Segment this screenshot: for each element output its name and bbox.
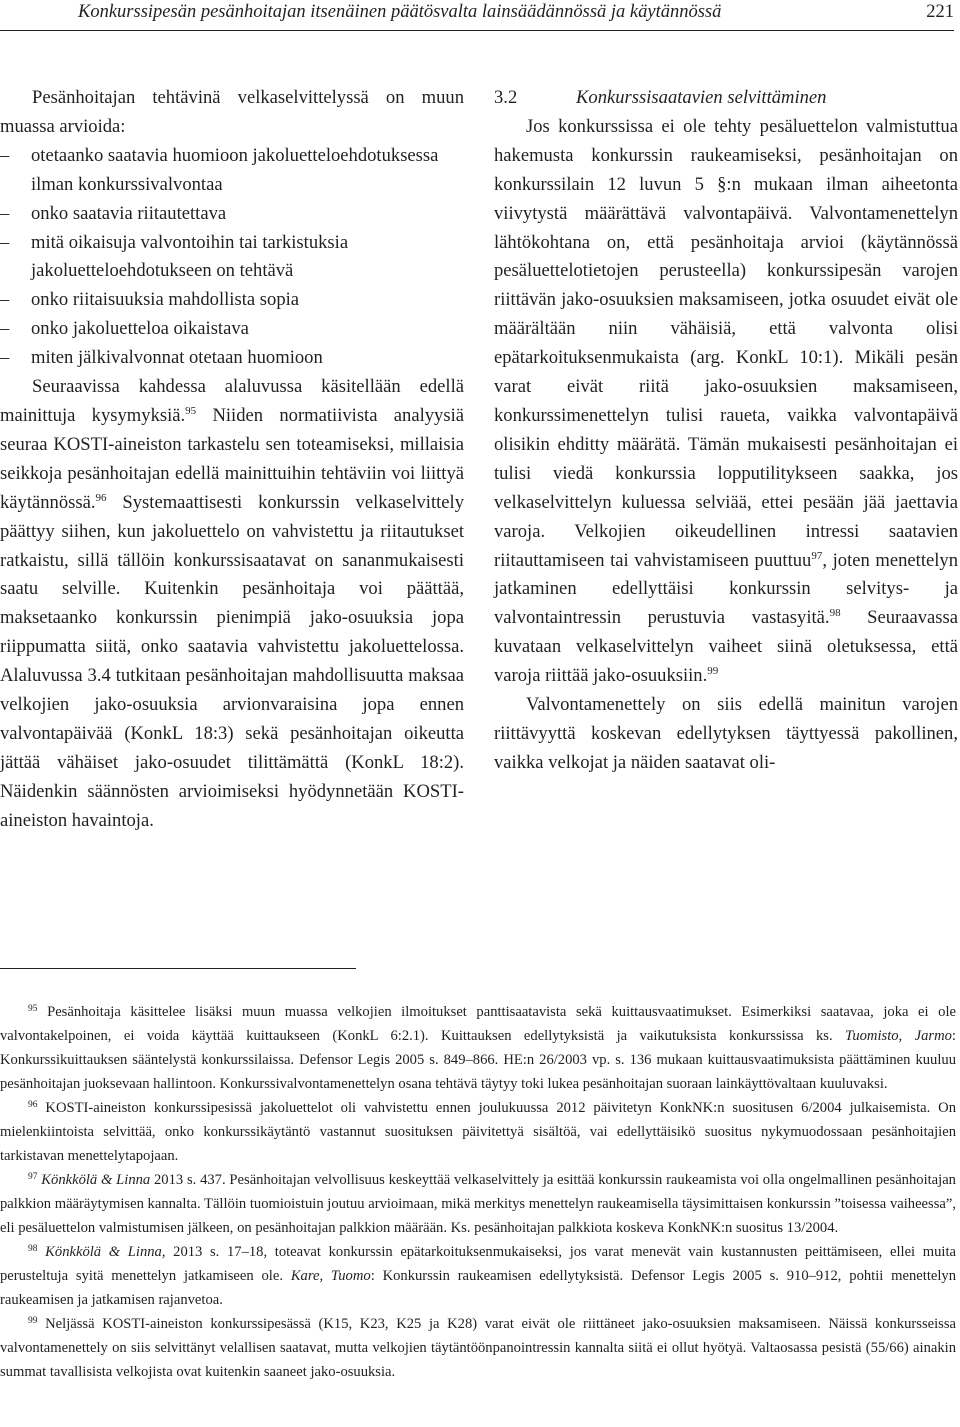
list-item: – miten jälkivalvonnat otetaan huomioon [0, 344, 464, 373]
author-name: Könkkölä & Linna [41, 1172, 151, 1188]
footnote-number: 98 [28, 1244, 38, 1254]
right-column [494, 84, 958, 778]
text-run: Neljässä KOSTI-aineiston konkurssipesässä (K15, K23, K25 ja K28) varat eivät ole riittäneet jako-osuuksien maksamiseen. Näissä konkursseissa valvontamenettely on siis selvittänyt velallisen saatavat, mutta velkojien täytäntöönpanointressin kannalta siitä ei ollut hyötyä. Valtaosassa pesistä (55/66) ainakin summat tavallisista velkojista ovat kuitenkin saaneet jako-osuuksia. [0, 1316, 956, 1380]
footnotes [0, 1000, 956, 1384]
task-list [0, 142, 464, 373]
footnote-96 [0, 1096, 956, 1168]
author-name: Kare, Tuomo [290, 1268, 371, 1284]
author-name: Tuomisto, Jarmo [845, 1028, 952, 1044]
list-item: – onko jakoluetteloa oikaistava [0, 315, 464, 344]
text-run: : Konkurssikuittauksen sääntelystä konkurssilaissa. Defensor Legis 2005 s. 849–866. HE:n 26/2003 vp. s. 136 mukaan kuittausvaatimuksista päättäminen kuuluu pesänhoitajan juoksevaan hallintoon. Konkurssivalvontamenettelyn osana tehtävä täytyy toki lukea pesänhoitajan suoraan lainkäyttövaltaan kuuluvaksi. [0, 1028, 956, 1092]
list-item: – otetaanko saatavia huomioon jakoluetteloehdotuksessa ilman konkurssivalvontaa [0, 142, 464, 200]
footnote-ref-98[interactable]: 98 [829, 607, 841, 620]
footnote-ref-99[interactable]: 99 [707, 665, 719, 678]
text-run: KOSTI-aineiston konkurssipesissä jakoluettelot oli vahvistettu ennen joulukuussa 2012 päivitetyn KonkNK:n suositusen 6/2004 julkaisemista. On mielenkiintoista selvittää, onko konkurssikäytäntö vastannut suosituksen päivitettyä sisältöä, vai edellyttäisikö suositus nykymuodossaan pesänhoitajien tarkistavan menettelytapojaan. [0, 1100, 956, 1164]
list-item: – mitä oikaisuja valvontoihin tai tarkistuksia jakoluetteloehdotukseen on tehtävä [0, 229, 464, 287]
body-paragraph [494, 113, 958, 691]
author-name: Könkkölä & Linna [45, 1244, 162, 1260]
footnote-ref-96[interactable]: 96 [95, 491, 107, 504]
footnote-number: 96 [28, 1100, 38, 1110]
footnote-98 [0, 1240, 956, 1312]
list-item: – onko riitaisuuksia mahdollista sopia [0, 286, 464, 315]
section-heading [494, 84, 958, 113]
text-run: 2013 s. 437. Pesänhoitajan velvollisuus keskeyttää velkaselvittely ja esittää konkurssin raukeamista voi olla ongelmallinen pesänhoitajan palkkion määräytymisen kannalta. Tällöin tuomioistuin joutuu arvioimaan, mikä merkitys menettelyn raukeamisella täysimittaisen konkurssin ”toisessa vaiheessa”, eli pesäluettelon valmistumisen jälkeen, on pesänhoitajan palkkion määrään. Ks. pesänhoitajan palkkiota koskeva KonkNK:n suositus 13/2004. [0, 1172, 956, 1236]
footnote-97 [0, 1168, 956, 1240]
footnote-number: 99 [28, 1316, 38, 1326]
list-intro: Pesänhoitajan tehtävinä velkaselvittelyssä on muun muassa arvioida: [0, 87, 464, 137]
text-run: Niiden normatiivista analyysiä seuraa KOSTI-aineiston tarkastelu sen toteamiseksi, millaisia seikkoja pesänhoitajan edellä mainittuihin tehtäviin voi liittyä käytännössä. [0, 404, 464, 513]
body-paragraph [0, 373, 464, 836]
running-header [0, 0, 954, 31]
text-run: Systemaattisesti konkurssin velkaselvittely päättyy siihen, kun jakoluettelo on vahvistettu ja riitautukset ratkaistu, sillä tällöin konkurssisaatavat on sananmukaisesti saatu selville. Kuitenkin pesänhoitaja voi päättää, maksetaanko konkurssin pienimpiä jako-osuuksia jopa riippumatta siitä, onko saatavia vahvistettu jakoluettelossa. Alaluvussa 3.4 tutkitaan pesänhoitajan mahdollisuutta maksaa velkojien jako-osuuksia arvionvaraisina jopa ennen valvontapäivää (KonkL 18:3) sekä pesänhoitajan oikeutta jättää vähäiset jako-osuudet tilittämättä (KonkL 18:2). Näidenkin säännösten arvioimiseksi hyödynnetään KOSTI-aineiston havaintoja. [0, 491, 464, 831]
footnote-number: 95 [28, 1004, 38, 1014]
footnote-divider [0, 968, 356, 969]
page-number: 221 [926, 2, 954, 22]
footnote-95 [0, 1000, 956, 1096]
text-run: Seuraavissa kahdessa alaluvussa käsitellään edellä mainittuja kysymyksiä. [0, 376, 464, 426]
list-item: – onko saatavia riitautettava [0, 200, 464, 229]
body-paragraph: Valvontamenettely on siis edellä mainitun varojen riittävyyttä koskevan edellytyksen täyttyessä pakollinen, vaikka velkojat ja näiden saatavat oli- [494, 694, 958, 773]
footnote-ref-95[interactable]: 95 [185, 404, 197, 417]
footnote-number: 97 [28, 1172, 38, 1182]
footnote-99 [0, 1312, 956, 1384]
section-number: 3.2 [494, 87, 518, 108]
text-run: Pesänhoitaja käsittelee lisäksi muun muassa velkojien ilmoitukset panttisaatavista sekä kuittausvaatimukset. Esimerkiksi saatavaa, joka ei ole valvontakelpoinen, ei voida käyttää kuittaukseen (KonkL 6:2.1). Kuittauksen edellytyksistä ja vaikutuksista konkurssissa ks. [0, 1004, 956, 1044]
text-run: , joten menettelyn jatkaminen edellyttäisi konkurssin selvitys- ja valvontaintressin perustuvia vastasyitä. [494, 549, 959, 629]
running-title: Konkurssipesän pesänhoitajan itsenäinen päätösvalta lainsäädännössä ja käytännössä [78, 2, 722, 22]
section-title: Konkurssisaatavien selvittäminen [576, 87, 827, 108]
left-column [0, 84, 464, 836]
text-run: : Konkurssin raukeamisen edellytyksistä. Defensor Legis 2005 s. 910–912, pohtii menettelyn raukeamisen ja jatkamisen rajanvetoa. [0, 1268, 957, 1308]
text-run: Seuraavassa kuvataan velkaselvittelyn vaiheet siinä oletuksessa, että varoja riittää jako-osuuksiin. [494, 607, 958, 687]
footnote-ref-97[interactable]: 97 [811, 549, 823, 562]
text-run: Jos konkurssissa ei ole tehty pesäluettelon valmistuttua hakemusta konkurssin raukeamiseksi, pesänhoitajan on konkurssilain 12 luvun 5 §:n mukaan ilman aiheetonta viivytystä määrättävä valvontapäivä. Valvontamenettelyn lähtökohtana on, että pesänhoitaja arvioi (käytännössä pesäluettelotietojen perusteella) konkurssipesän varojen riittävän jako-osuuksien maksamiseen, jotka osuudet eivät ole määrältään niin vähäisiä, että valvonta olisi epätarkoituksenmukaista (arg. KonkL 10:1). Mikäli pesän varat eivät riitä jako-osuuksien maksamiseen, konkurssimenettelyn tulisi raueta, vaikka valvontapäivä olisikin ehditty määrätä. Tämän mukaisesti pesänhoitajan ei tulisi viedä konkurssia lopputilitykseen saakka, jos velkaselvittelyn kuluessa selviää, ettei pesään jää jaettavia varoja. Velkojien oikeudellinen intressi saatavien riitauttamiseen tai vahvistamiseen puuttuu [494, 115, 958, 571]
text-run: , 2013 s. 17–18, toteavat konkurssin epätarkoituksenmukaiseksi, jos varat menevät vain kustannusten peittämiseen, ellei muita perusteltuja syitä menettelyn jatkamiseen ole. [0, 1244, 956, 1284]
